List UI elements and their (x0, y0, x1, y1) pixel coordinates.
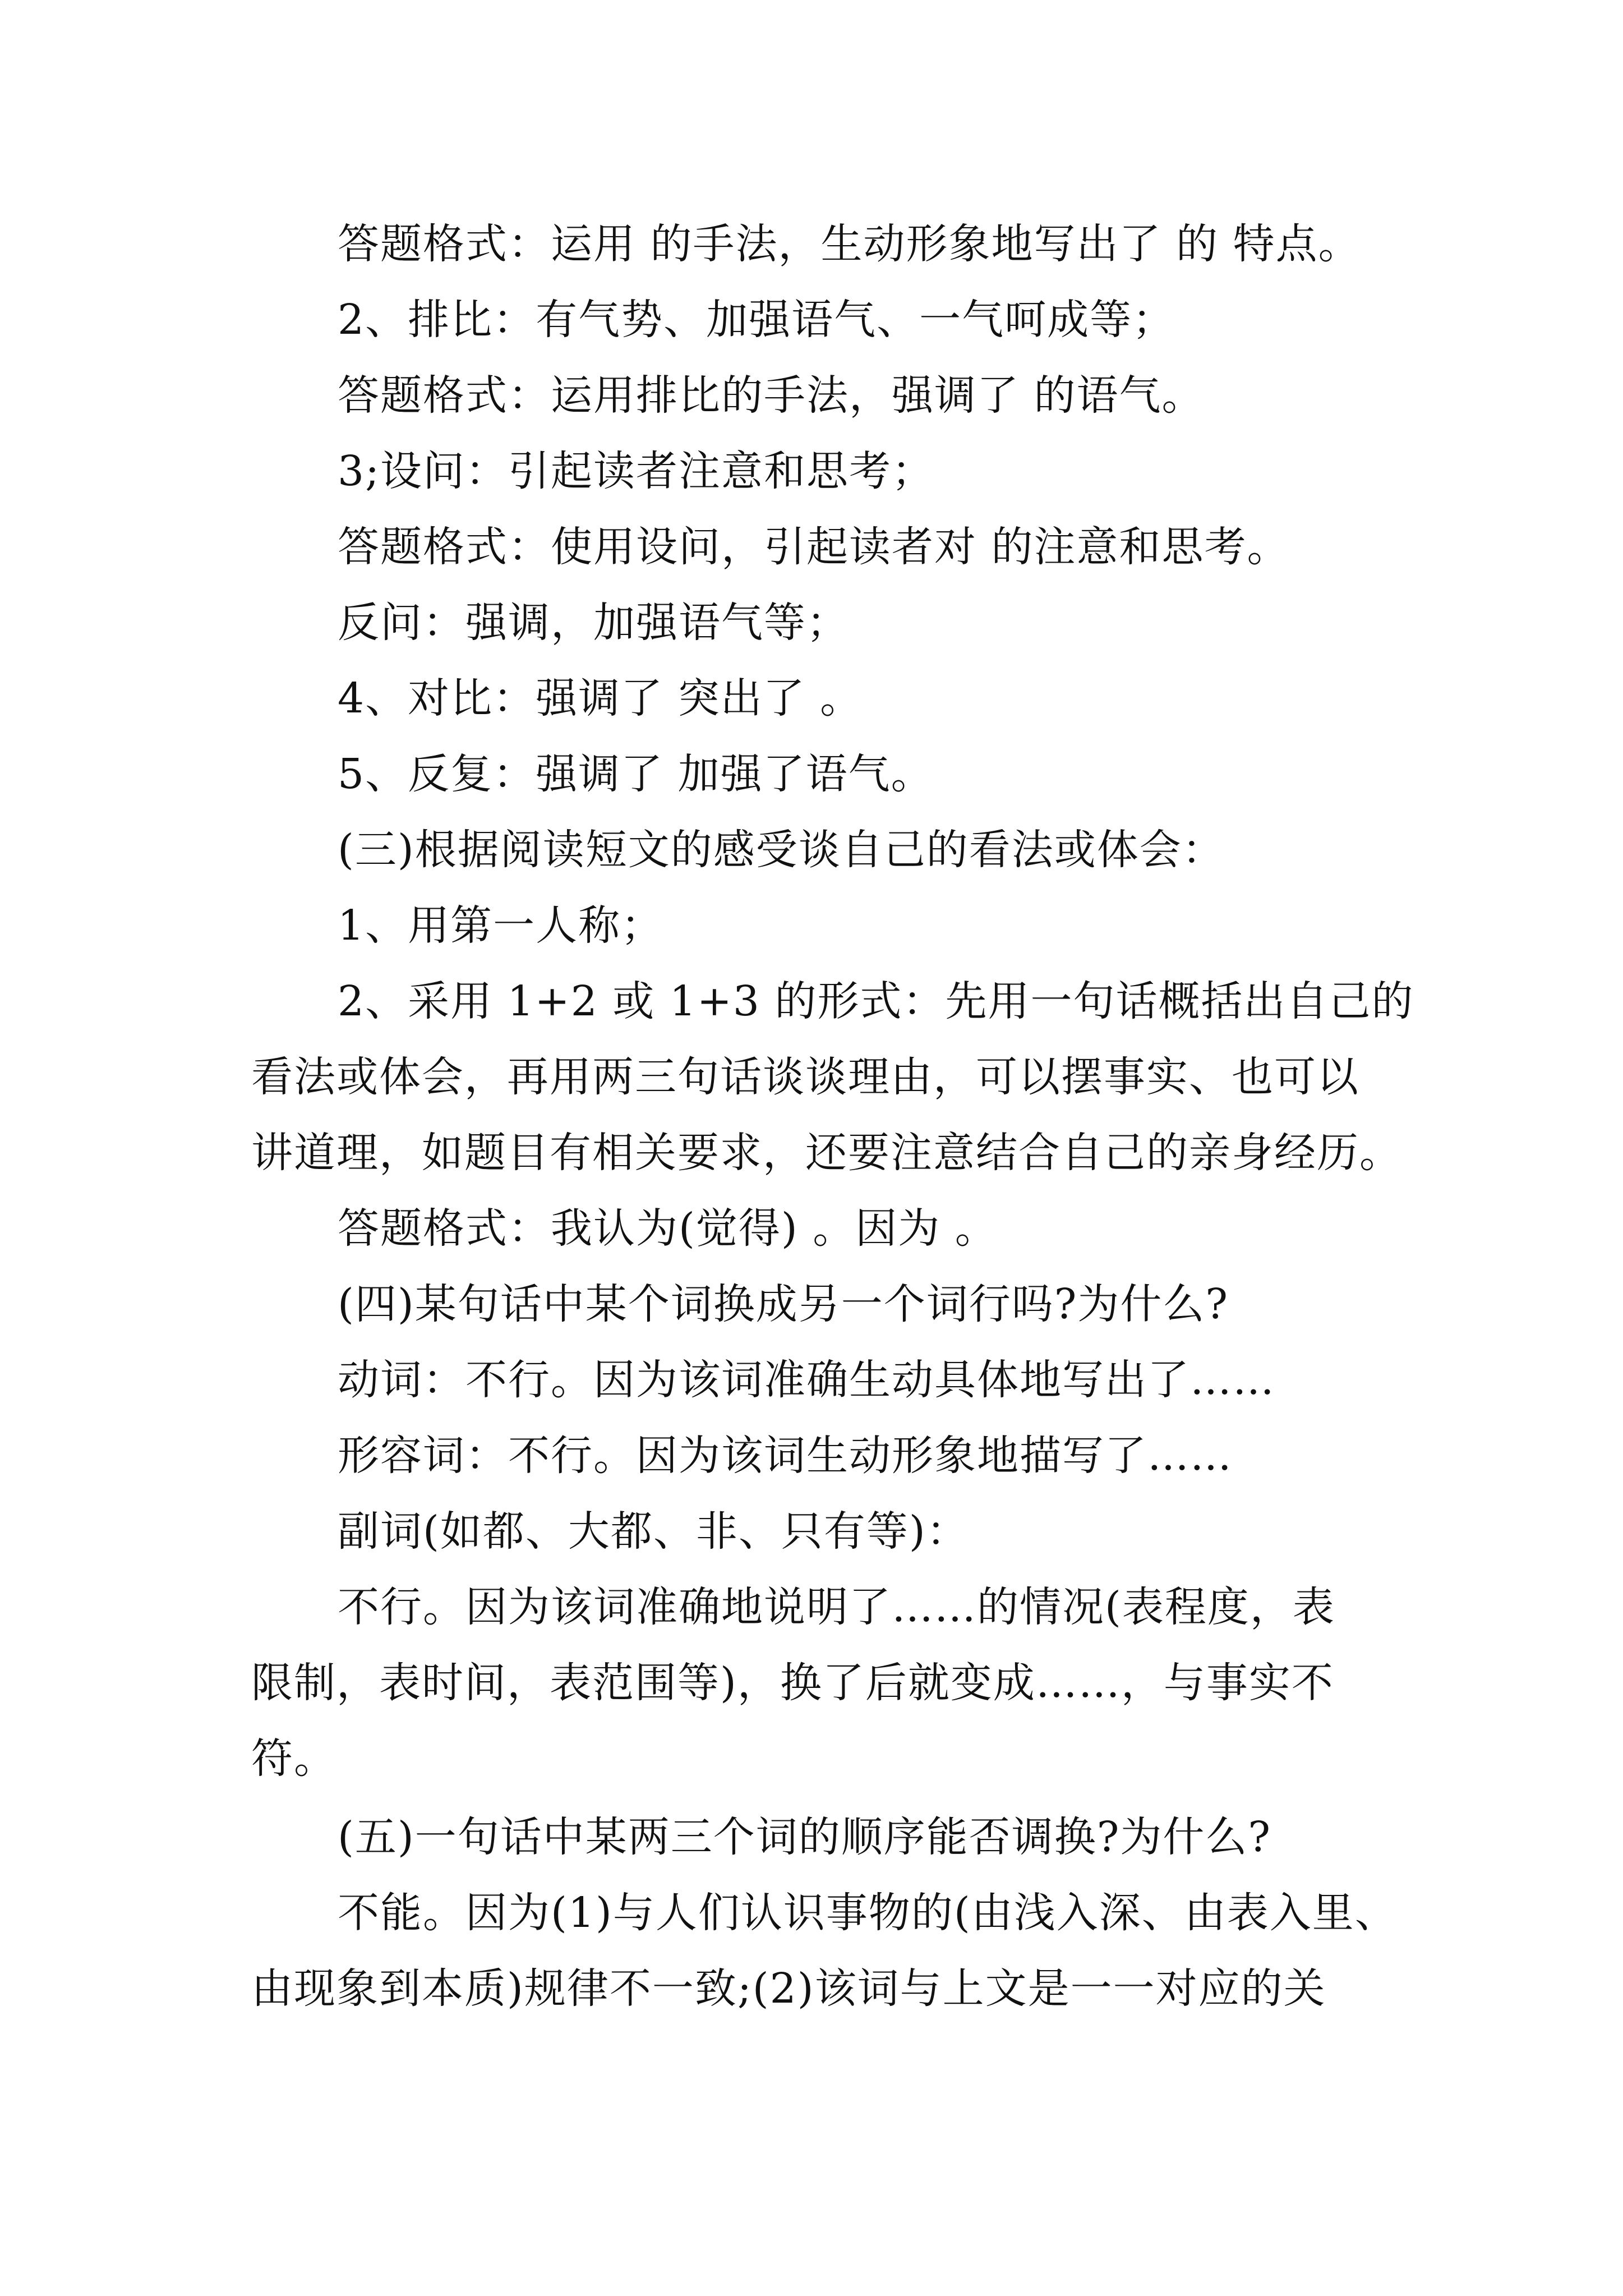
text-line: 副词(如都、大都、非、只有等)： (338, 1507, 969, 1556)
section-heading: (五)一句话中某两三个词的顺序能否调换?为什么? (338, 1813, 1272, 1861)
text-line: 5、反复：强调了 加强了语气。 (338, 750, 934, 798)
text-line: 2、采用 1+2 或 1+3 的形式：先用一句话概括出自己的 (338, 977, 1414, 1025)
text-line: 反问：强调，加强语气等； (338, 599, 849, 647)
section-heading: (四)某句话中某个词换成另一个词行吗?为什么? (338, 1280, 1229, 1328)
text-line: 2、排比：有气势、加强语气、一气呵成等； (338, 296, 1175, 344)
section-heading: (三)根据阅读短文的感受谈自己的看法或体会： (338, 826, 1225, 874)
text-line: 1、用第一人称； (338, 901, 664, 950)
text-line: 形容词：不行。因为该词生动形象地描写了…… (338, 1432, 1233, 1480)
text-line: 答题格式：我认为(觉得) 。因为 。 (338, 1204, 998, 1253)
text-line: 3;设问：引起读者注意和思考； (338, 447, 935, 495)
text-line: 答题格式：使用设问，引起读者对 的注意和思考。 (338, 523, 1290, 571)
text-line: 不行。因为该词准确地说明了……的情况(表程度，表 (338, 1583, 1335, 1631)
text-line: 限制，表时间，表范围等)，换了后就变成……，与事实不 (251, 1659, 1334, 1707)
text-line: 答题格式：运用 的手法，生动形象地写出了 的 特点。 (338, 220, 1361, 268)
text-line: 4、对比：强调了 突出了 。 (338, 674, 863, 723)
text-line: 讲道理，如题目有相关要求，还要注意结合自己的亲身经历。 (251, 1129, 1402, 1177)
text-line: 不能。因为(1)与人们认识事物的(由浅入深、由表入里、 (338, 1889, 1398, 1937)
text-line: 动词：不行。因为该词准确生动具体地写出了…… (338, 1356, 1275, 1404)
text-line: 符。 (251, 1734, 336, 1783)
text-line: 看法或体会，再用两三句话谈谈理由，可以摆事实、也可以 (251, 1053, 1359, 1101)
text-line: 答题格式：运用排比的手法，强调了 的语气。 (338, 371, 1205, 420)
text-line: 由现象到本质)规律不一致;(2)该词与上文是一一对应的关 (251, 1964, 1326, 2013)
